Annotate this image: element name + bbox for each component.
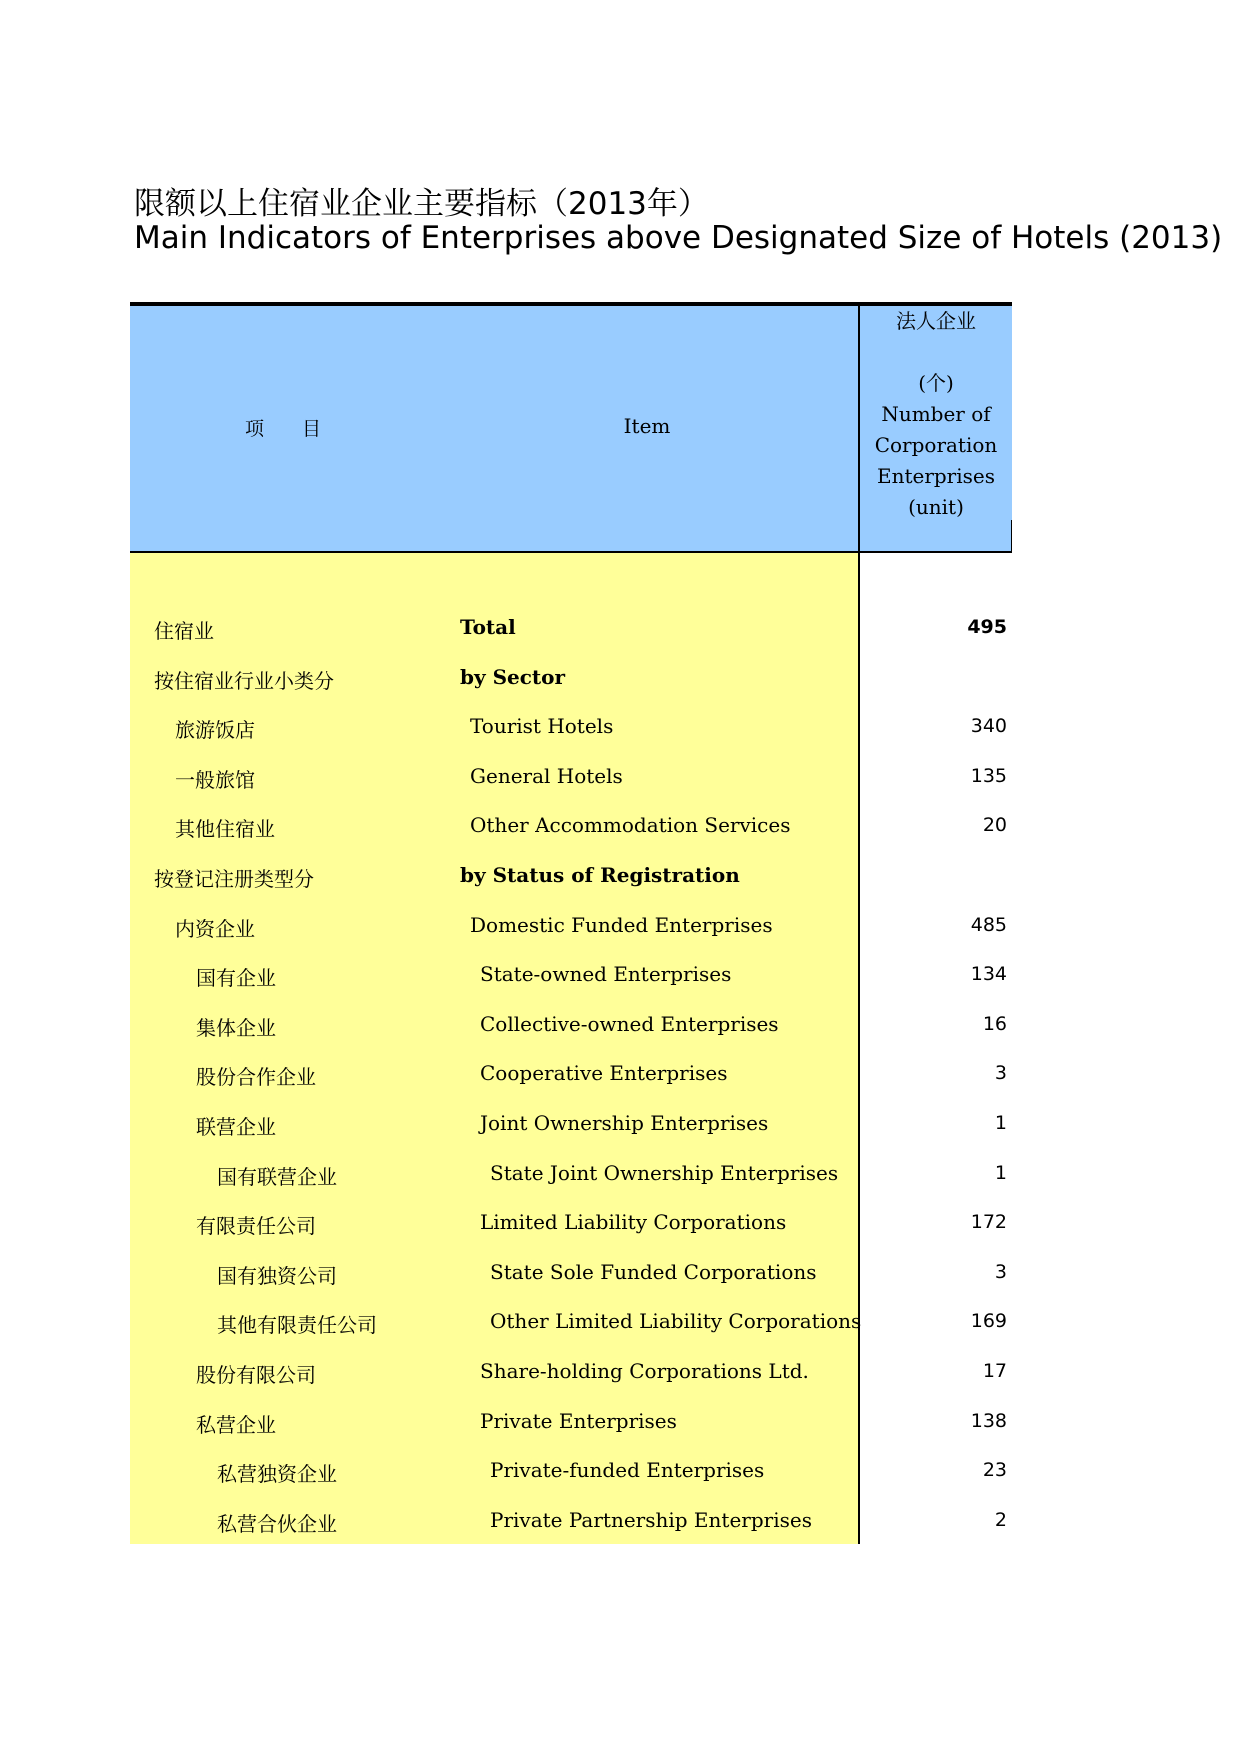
row-label-en: Joint Ownership Enterprises — [480, 1111, 769, 1135]
table-row — [130, 1444, 1012, 1494]
table-row — [130, 1047, 1012, 1097]
row-label-en: Other Accommodation Services — [470, 813, 791, 838]
header-col-unit-cn: (个) — [918, 371, 954, 395]
row-label-cn: 旅游饭店 — [175, 718, 255, 743]
row-value: 340 — [970, 715, 1007, 738]
table-row — [130, 601, 1012, 651]
row-value: 485 — [970, 913, 1007, 936]
row-value: 3 — [994, 1260, 1007, 1283]
row-label-cn: 内资企业 — [175, 916, 255, 941]
row-label-en: Limited Liability Corporations — [480, 1210, 787, 1235]
row-value: 134 — [970, 963, 1007, 986]
row-label-cn: 私营独资企业 — [217, 1462, 337, 1487]
row-value: 495 — [967, 616, 1007, 638]
row-label-cn: 其他住宿业 — [175, 817, 275, 842]
row-label-cn: 按登记注册类型分 — [154, 867, 314, 891]
table-row — [130, 1097, 1012, 1147]
table-row — [130, 1246, 1012, 1296]
row-label-en: State Joint Ownership Enterprises — [490, 1160, 839, 1185]
row-label-en: Cooperative Enterprises — [480, 1061, 728, 1086]
row-label-cn: 有限责任公司 — [196, 1214, 316, 1239]
header-col-en-line: (unit) — [908, 495, 964, 519]
row-label-en: by Sector — [460, 664, 566, 689]
row-value: 16 — [982, 1012, 1007, 1035]
row-label-en: Other Limited Liability Corporations — [490, 1309, 862, 1334]
table-row — [130, 1196, 1012, 1246]
row-label-cn: 股份合作企业 — [196, 1065, 316, 1090]
row-label-en: State Sole Funded Corporations — [490, 1259, 817, 1284]
row-label-cn: 国有联营企业 — [217, 1164, 337, 1189]
row-value: 1 — [994, 1112, 1007, 1134]
table-row — [130, 1345, 1012, 1395]
row-value: 169 — [970, 1310, 1007, 1333]
header-col-en-line: Enterprises — [876, 464, 996, 488]
row-label-en: Private Enterprises — [480, 1408, 677, 1433]
row-label-cn: 集体企业 — [196, 1015, 276, 1040]
row-value: 135 — [970, 764, 1007, 787]
row-label-en: Tourist Hotels — [470, 714, 614, 739]
row-label-en: Private-funded Enterprises — [490, 1458, 765, 1483]
row-label-cn: 按住宿业行业小类分 — [154, 668, 334, 693]
table-row — [130, 1494, 1012, 1544]
table-row — [130, 1147, 1012, 1197]
row-label-en: Private Partnership Enterprises — [490, 1507, 812, 1532]
row-value: 2 — [994, 1508, 1007, 1531]
row-label-en: by Status of Registration — [460, 863, 740, 887]
header-value-column — [860, 306, 1012, 552]
indicator-table — [130, 302, 1012, 1544]
row-label-cn: 其他有限责任公司 — [217, 1313, 377, 1338]
header-col-en-line: Corporation — [874, 433, 998, 457]
table-row — [130, 849, 1012, 899]
table-row — [130, 1395, 1012, 1445]
row-value: 20 — [982, 814, 1007, 837]
header-item-cn: 项目 — [245, 418, 360, 440]
row-label-en: Share-holding Corporations Ltd. — [480, 1359, 809, 1383]
table-row — [130, 799, 1012, 849]
table-row — [130, 750, 1012, 800]
row-value: 3 — [994, 1062, 1007, 1085]
row-label-cn: 联营企业 — [196, 1115, 276, 1139]
row-label-cn: 国有独资公司 — [217, 1263, 337, 1288]
row-label-en: State-owned Enterprises — [480, 962, 732, 987]
row-label-cn: 一般旅馆 — [175, 767, 255, 792]
table-row — [130, 899, 1012, 949]
page-title-en: Main Indicators of Enterprises above Designated Size of Hotels (2013) — [134, 220, 1223, 256]
page-title-cn: 限额以上住宿业企业主要指标（2013年） — [134, 186, 709, 222]
header-col-cn: 法人企业 — [896, 309, 976, 333]
table-row — [130, 1295, 1012, 1345]
table-row — [130, 700, 1012, 750]
row-label-en: Domestic Funded Enterprises — [470, 912, 773, 937]
row-label-cn: 国有企业 — [196, 966, 276, 991]
table-row — [130, 948, 1012, 998]
row-label-cn: 私营合伙企业 — [217, 1511, 337, 1536]
table-row — [130, 651, 1012, 701]
row-label-en: General Hotels — [470, 763, 623, 788]
row-label-cn: 私营企业 — [196, 1412, 276, 1437]
row-label-en: Collective-owned Enterprises — [480, 1011, 779, 1036]
row-value: 1 — [994, 1161, 1007, 1184]
row-value: 17 — [982, 1360, 1007, 1382]
row-value: 172 — [970, 1211, 1007, 1234]
row-label-cn: 住宿业 — [154, 619, 214, 643]
header-col-en-line: Number of — [881, 402, 991, 426]
table-row — [130, 998, 1012, 1048]
row-label-cn: 股份有限公司 — [196, 1363, 316, 1387]
row-label-en: Total — [460, 615, 516, 639]
row-value: 138 — [970, 1409, 1007, 1432]
header-item-en: Item — [623, 414, 671, 438]
row-value: 23 — [982, 1459, 1007, 1482]
